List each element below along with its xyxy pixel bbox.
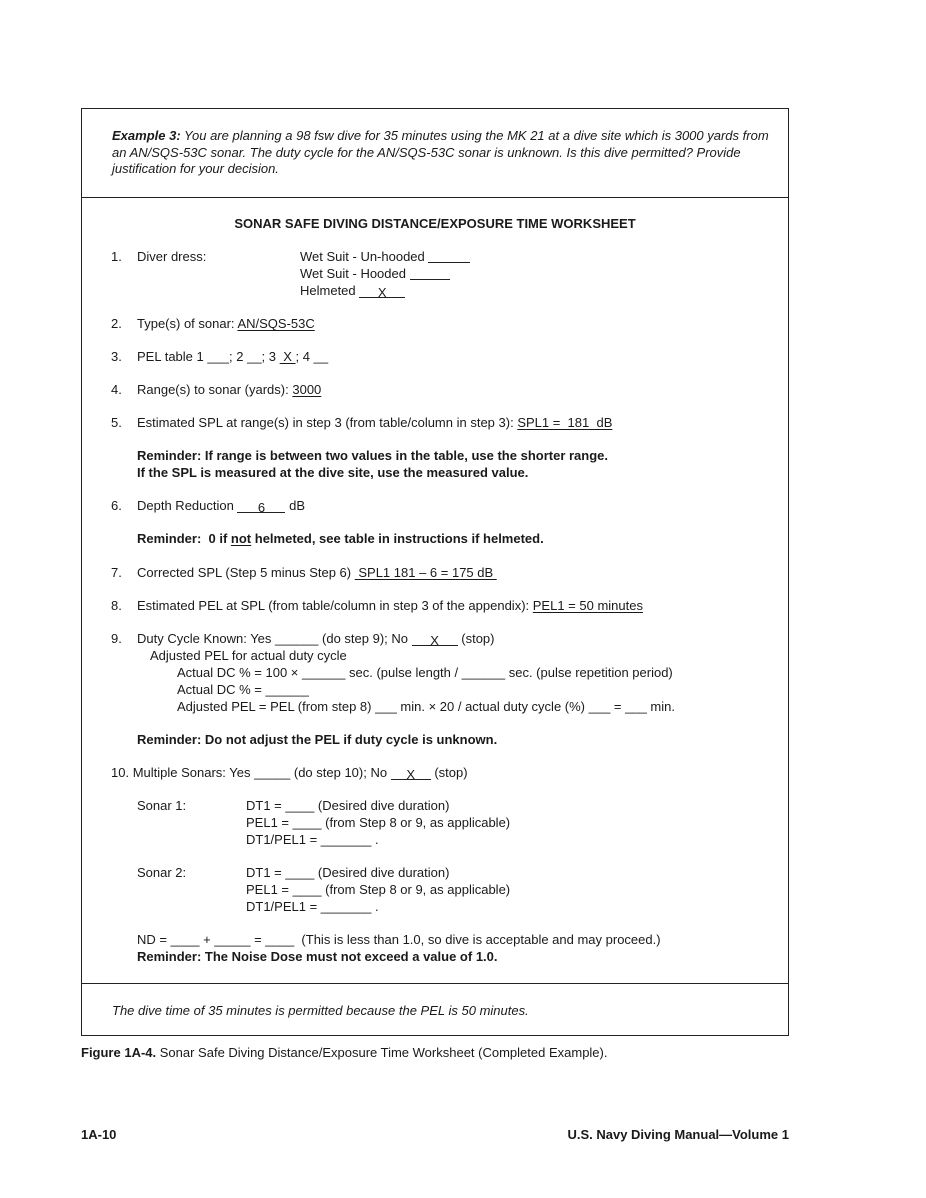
sonar-type-line: Type(s) of sonar: AN/SQS-53C bbox=[137, 316, 315, 331]
depth-reduction-line: Depth Reduction 6 dB bbox=[137, 498, 305, 515]
page-number: 1A-10 bbox=[81, 1127, 117, 1142]
noise-dose-line: ND = ____ + _____ = ____ (This is less than 1.0, so dive is acceptable and may proceed.) bbox=[137, 932, 661, 947]
worksheet-title: SONAR SAFE DIVING DISTANCE/EXPOSURE TIME WORKSHEET bbox=[234, 216, 636, 231]
sonar-1-dt: DT1 = ____ (Desired dive duration) bbox=[246, 798, 450, 813]
divider-top bbox=[82, 197, 788, 198]
adjusted-pel-formula: Adjusted PEL = PEL (from step 8) ___ min. × 20 / actual duty cycle (%) ___ = ___ min. bbox=[177, 699, 675, 714]
item-number: 5. bbox=[111, 415, 122, 430]
item-number: 4. bbox=[111, 382, 122, 397]
sonar-1-label: Sonar 1: bbox=[137, 798, 187, 813]
range-line: Range(s) to sonar (yards): 3000 bbox=[137, 382, 322, 397]
divider-bottom bbox=[82, 983, 788, 984]
actual-dc-result: Actual DC % = ______ bbox=[177, 682, 309, 697]
dress-option-helmeted: Helmeted X bbox=[300, 283, 405, 300]
adjusted-pel-heading: Adjusted PEL for actual duty cycle bbox=[150, 648, 347, 663]
reminder-helmeted: Reminder: 0 if not helmeted, see table in instructions if helmeted. bbox=[137, 531, 544, 546]
example-text bbox=[112, 128, 772, 178]
figure-caption bbox=[81, 1045, 607, 1062]
figure-title: Sonar Safe Diving Distance/Exposure Time Worksheet (Completed Example). bbox=[159, 1045, 608, 1060]
reminder-range: Reminder: If range is between two values in the table, use the shorter range. bbox=[137, 448, 609, 463]
helmeted-field[interactable]: X bbox=[359, 285, 405, 298]
example-body: You are planning a 98 fsw dive for 35 minutes using the MK 21 at a dive site which is 3000 yards from an AN/SQS-53C sonar. The duty cycle for the AN/SQS-53C sonar is unknown. Is this dive permitted? Provide justification for your decision. bbox=[112, 128, 769, 176]
dress-option-unhooded: Wet Suit - Un-hooded bbox=[300, 249, 470, 266]
conclusion-text: The dive time of 35 minutes is permitted because the PEL is 50 minutes. bbox=[112, 1003, 529, 1018]
pel-table-value[interactable]: X bbox=[279, 349, 296, 364]
item-number: 6. bbox=[111, 498, 122, 513]
sonar-2-pel: PEL1 = ____ (from Step 8 or 9, as applicable) bbox=[246, 882, 511, 897]
diver-dress-label: Diver dress: bbox=[137, 249, 207, 264]
hooded-field[interactable] bbox=[410, 267, 450, 280]
reminder-duty-cycle: Reminder: Do not adjust the PEL if duty cycle is unknown. bbox=[137, 732, 498, 747]
sonar-1-pel: PEL1 = ____ (from Step 8 or 9, as applicable) bbox=[246, 815, 511, 830]
duty-cycle-no-value[interactable]: X bbox=[412, 633, 458, 646]
sonar-type-value[interactable]: AN/SQS-53C bbox=[237, 316, 315, 331]
sonar-2-label: Sonar 2: bbox=[137, 865, 187, 880]
reminder-measured: If the SPL is measured at the dive site, use the measured value. bbox=[137, 465, 529, 480]
item-number: 2. bbox=[111, 316, 122, 331]
corrected-spl-value[interactable]: SPL1 181 – 6 = 175 dB bbox=[354, 565, 497, 580]
corrected-spl-line: Corrected SPL (Step 5 minus Step 6) SPL1 181 – 6 = 175 dB bbox=[137, 565, 497, 580]
worksheet-frame bbox=[81, 108, 789, 1036]
duty-cycle-line: Duty Cycle Known: Yes ______ (do step 9); No X (stop) bbox=[137, 631, 495, 648]
estimated-pel-value[interactable]: PEL1 = 50 minutes bbox=[532, 598, 643, 613]
estimated-spl-line: Estimated SPL at range(s) in step 3 (from table/column in step 3): SPL1 = 181 dB bbox=[137, 415, 613, 430]
item-number: 7. bbox=[111, 565, 122, 580]
item-number: 3. bbox=[111, 349, 122, 364]
range-value[interactable]: 3000 bbox=[292, 382, 322, 397]
figure-label: Figure 1A-4. bbox=[81, 1045, 157, 1060]
example-label: Example 3: bbox=[112, 128, 181, 143]
multiple-sonars-line: 10. Multiple Sonars: Yes _____ (do step 10); No X (stop) bbox=[111, 765, 468, 782]
sonar-1-ratio: DT1/PEL1 = _______ . bbox=[246, 832, 379, 847]
item-number: 1. bbox=[111, 249, 122, 264]
depth-reduction-value[interactable]: 6 bbox=[237, 500, 285, 513]
manual-title: U.S. Navy Diving Manual—Volume 1 bbox=[567, 1127, 789, 1142]
dress-option-hooded: Wet Suit - Hooded bbox=[300, 266, 450, 283]
actual-dc-formula: Actual DC % = 100 × ______ sec. (pulse length / ______ sec. (pulse repetition period) bbox=[177, 665, 673, 680]
pel-table-line: PEL table 1 ___; 2 __; 3 X ; 4 __ bbox=[137, 349, 329, 364]
unhooded-field[interactable] bbox=[428, 250, 470, 263]
item-number: 8. bbox=[111, 598, 122, 613]
reminder-noise-dose: Reminder: The Noise Dose must not exceed a value of 1.0. bbox=[137, 949, 498, 964]
item-number: 9. bbox=[111, 631, 122, 646]
sonar-2-ratio: DT1/PEL1 = _______ . bbox=[246, 899, 379, 914]
multiple-sonars-no-value[interactable]: X bbox=[391, 767, 431, 780]
estimated-spl-value[interactable]: SPL1 = 181 dB bbox=[517, 415, 613, 430]
estimated-pel-line: Estimated PEL at SPL (from table/column in step 3 of the appendix): PEL1 = 50 minutes bbox=[137, 598, 643, 613]
sonar-2-dt: DT1 = ____ (Desired dive duration) bbox=[246, 865, 450, 880]
